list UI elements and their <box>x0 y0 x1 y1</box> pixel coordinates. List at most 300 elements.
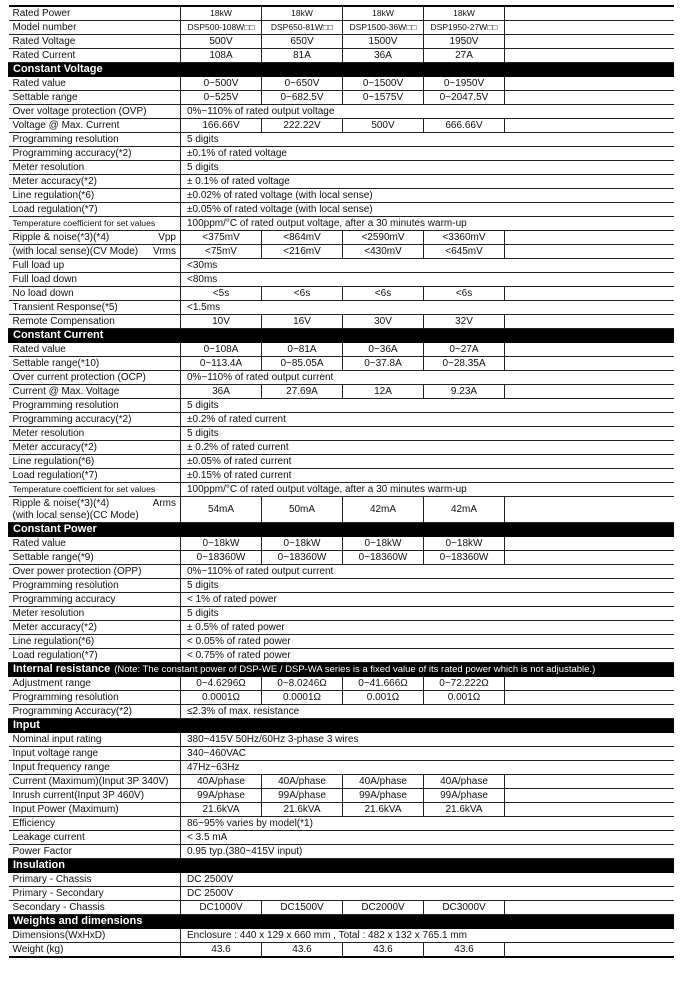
cell-value: 0~37.8A <box>343 357 424 371</box>
cell-value: 86~95% varies by model(*1) <box>181 817 674 831</box>
cell-value: 54mA <box>181 497 262 523</box>
cell-value: 81A <box>262 49 343 63</box>
row-label: Secondary - Chassis <box>9 901 181 915</box>
cell-value: 21.6kVA <box>181 803 262 817</box>
cell-value: 666.66V <box>424 119 505 133</box>
row-label: Meter resolution <box>9 161 181 175</box>
cell-value: ±0.05% of rated voltage (with local sense) <box>181 203 674 217</box>
row-cv-remote-comp <box>9 315 674 329</box>
cell-value: 5 digits <box>181 579 674 593</box>
cell-value: 0%~110% of rated output current <box>181 565 674 579</box>
cell-value: 43.6 <box>424 943 505 958</box>
cell-empty <box>505 315 674 329</box>
cell-empty <box>505 21 674 35</box>
cell-empty <box>505 343 674 357</box>
row-label: Rated Current <box>9 49 181 63</box>
cell-empty <box>505 691 674 705</box>
cell-value: ±0.2% of rated current <box>181 413 674 427</box>
cell-value: <6s <box>424 287 505 301</box>
row-cp-load-regulation <box>9 649 674 663</box>
cell-value: 21.6kVA <box>343 803 424 817</box>
row-cv-prog-accuracy <box>9 147 674 161</box>
row-label: Settable range <box>9 91 181 105</box>
cell-value: 0~72.222Ω <box>424 677 505 691</box>
row-input-leakage <box>9 831 674 845</box>
section-note: (Note: The constant power of DSP-WE / DSP-WA series is a fixed value of its rated power which is not adjustable.) <box>114 664 596 675</box>
row-input-voltage-range <box>9 747 674 761</box>
section-title: Weights and dimensions <box>9 915 674 929</box>
cell-value: 40A/phase <box>343 775 424 789</box>
cell-value: 0%~110% of rated output voltage <box>181 105 674 119</box>
cell-empty <box>505 77 674 91</box>
cell-empty <box>505 231 674 245</box>
cell-value: 0~1950V <box>424 77 505 91</box>
cell-value: 5 digits <box>181 607 674 621</box>
cell-value: 12A <box>343 385 424 399</box>
row-label: Line regulation(*6) <box>9 455 181 469</box>
row-label: Rated value <box>9 343 181 357</box>
cell-value: 43.6 <box>262 943 343 958</box>
cell-value: 43.6 <box>343 943 424 958</box>
cell-value: 18kW <box>181 6 262 21</box>
cell-value: 40A/phase <box>181 775 262 789</box>
cell-value: 0~525V <box>181 91 262 105</box>
cell-value: 0~27A <box>424 343 505 357</box>
section-title-cell <box>9 663 674 677</box>
row-label: Programming resolution <box>9 133 181 147</box>
row-label: Programming accuracy(*2) <box>9 147 181 161</box>
section-header-input <box>9 719 674 733</box>
row-cv-settable-range <box>9 91 674 105</box>
cell-value: Enclosure : 440 x 129 x 660 mm , Total : 482 x 132 x 765.1 mm <box>181 929 674 943</box>
row-cc-meter-resolution <box>9 427 674 441</box>
cell-value: ± 0.2% of rated current <box>181 441 674 455</box>
ripple-label-2: (with local sense)(CV Mode) <box>12 246 139 257</box>
cell-value: <3360mV <box>424 231 505 245</box>
cell-value: < 1% of rated power <box>181 593 674 607</box>
row-label: Programming accuracy(*2) <box>9 413 181 427</box>
cell-value: < 0.05% of rated power <box>181 635 674 649</box>
cell-value: 340~460VAC <box>181 747 674 761</box>
row-weight <box>9 943 674 958</box>
row-input-inrush <box>9 789 674 803</box>
cell-empty <box>505 943 674 958</box>
cell-value: 5 digits <box>181 161 674 175</box>
row-cv-temp-coeff <box>9 217 674 231</box>
cell-value: 99A/phase <box>262 789 343 803</box>
row-label: Programming resolution <box>9 691 181 705</box>
cell-value: 0.95 typ.(380~415V input) <box>181 845 674 859</box>
cell-value: DC 2500V <box>181 887 674 901</box>
cell-value: 9.23A <box>424 385 505 399</box>
row-cv-full-load-down <box>9 273 674 287</box>
cell-value: 42mA <box>424 497 505 523</box>
section-title: Constant Power <box>9 523 674 537</box>
row-label: Input voltage range <box>9 747 181 761</box>
row-label: Over power protection (OPP) <box>9 565 181 579</box>
cell-value: <75mV <box>181 245 262 259</box>
cell-value: 0~18360W <box>181 551 262 565</box>
cell-empty <box>505 901 674 915</box>
cell-value: 40A/phase <box>262 775 343 789</box>
row-cc-current-at-max-voltage <box>9 385 674 399</box>
cell-value: 0~500V <box>181 77 262 91</box>
row-cc-line-regulation <box>9 455 674 469</box>
cell-value: 0.001Ω <box>424 691 505 705</box>
row-cv-rated-value <box>9 77 674 91</box>
cell-value: 18kW <box>424 6 505 21</box>
cell-value: 0~41.666Ω <box>343 677 424 691</box>
cell-value: 0~28.35A <box>424 357 505 371</box>
cell-value: 222.22V <box>262 119 343 133</box>
cell-value: 99A/phase <box>424 789 505 803</box>
cell-value: < 3.5 mA <box>181 831 674 845</box>
cell-value: DSP1950-27W□□ <box>424 21 505 35</box>
cell-empty <box>505 497 674 523</box>
cell-value: 0~113.4A <box>181 357 262 371</box>
section-title: Input <box>9 719 674 733</box>
row-rated-voltage <box>9 35 674 49</box>
section-title: Constant Current <box>9 329 674 343</box>
cell-value: 0~18kW <box>262 537 343 551</box>
cell-value: 0.001Ω <box>343 691 424 705</box>
row-label: Line regulation(*6) <box>9 189 181 203</box>
section-header-constant-current <box>9 329 674 343</box>
cell-value: 10V <box>181 315 262 329</box>
cell-value: 650V <box>262 35 343 49</box>
cell-value: 21.6kVA <box>424 803 505 817</box>
cell-value: 0~18360W <box>343 551 424 565</box>
cell-value: 99A/phase <box>343 789 424 803</box>
row-insulation-secondary-chassis <box>9 901 674 915</box>
cell-value: 0~2047.5V <box>424 91 505 105</box>
section-header-weights-dimensions <box>9 915 674 929</box>
cell-value: 0~18360W <box>424 551 505 565</box>
section-title: Constant Voltage <box>9 63 674 77</box>
row-cc-temp-coeff <box>9 483 674 497</box>
cell-value: <1.5ms <box>181 301 674 315</box>
cell-value: < 0.75% of rated power <box>181 649 674 663</box>
cell-value: <864mV <box>262 231 343 245</box>
row-label <box>9 497 181 523</box>
section-header-constant-power <box>9 523 674 537</box>
cell-value: 43.6 <box>181 943 262 958</box>
row-label: Efficiency <box>9 817 181 831</box>
cell-value: 32V <box>424 315 505 329</box>
cell-value: DC1500V <box>262 901 343 915</box>
row-label: Input frequency range <box>9 761 181 775</box>
cell-empty <box>505 91 674 105</box>
cell-empty <box>505 119 674 133</box>
row-label: No load down <box>9 287 181 301</box>
cell-value: 0~85.05A <box>262 357 343 371</box>
section-header-internal-resistance <box>9 663 674 677</box>
cell-value: 1950V <box>424 35 505 49</box>
cell-value: 0~36A <box>343 343 424 357</box>
row-label: Meter resolution <box>9 607 181 621</box>
cell-value: DSP500-108W□□ <box>181 21 262 35</box>
cell-value: 0~4.6296Ω <box>181 677 262 691</box>
row-cp-prog-accuracy <box>9 593 674 607</box>
row-cv-no-load-down <box>9 287 674 301</box>
row-input-freq-range <box>9 761 674 775</box>
cell-value: <216mV <box>262 245 343 259</box>
row-cv-ripple-vpp <box>9 231 674 245</box>
cell-value: ±0.15% of rated current <box>181 469 674 483</box>
section-header-insulation <box>9 859 674 873</box>
row-cv-ovp <box>9 105 674 119</box>
cell-empty <box>505 35 674 49</box>
row-label: Rated value <box>9 77 181 91</box>
cell-value: 0%~110% of rated output current <box>181 371 674 385</box>
row-cc-ripple <box>9 497 674 523</box>
row-label: Dimensions(WxHxD) <box>9 929 181 943</box>
cell-empty <box>505 789 674 803</box>
row-cc-load-regulation <box>9 469 674 483</box>
cell-value: ±0.05% of rated current <box>181 455 674 469</box>
cell-value: 40A/phase <box>424 775 505 789</box>
row-label: Nominal input rating <box>9 733 181 747</box>
row-label: Load regulation(*7) <box>9 649 181 663</box>
row-cv-transient <box>9 301 674 315</box>
cell-value: DC2000V <box>343 901 424 915</box>
cell-value: ± 0.5% of rated power <box>181 621 674 635</box>
row-cv-meter-accuracy <box>9 175 674 189</box>
cell-value: 0~682.5V <box>262 91 343 105</box>
cell-value: DC3000V <box>424 901 505 915</box>
row-cc-prog-resolution <box>9 399 674 413</box>
row-label: Current @ Max. Voltage <box>9 385 181 399</box>
cell-value: 0~1575V <box>343 91 424 105</box>
cell-value: 0~1500V <box>343 77 424 91</box>
cell-value: 36A <box>181 385 262 399</box>
row-label: Meter accuracy(*2) <box>9 175 181 189</box>
cell-value: 500V <box>343 119 424 133</box>
cell-value: <6s <box>343 287 424 301</box>
row-input-current-max <box>9 775 674 789</box>
row-label: Weight (kg) <box>9 943 181 958</box>
row-label: Full load up <box>9 259 181 273</box>
cell-value: DC 2500V <box>181 873 674 887</box>
cell-value: DSP650-81W□□ <box>262 21 343 35</box>
cell-value: 5 digits <box>181 399 674 413</box>
row-cc-settable-range <box>9 357 674 371</box>
row-cp-prog-resolution <box>9 579 674 593</box>
cell-value: 47Hz~63Hz <box>181 761 674 775</box>
cell-empty <box>505 49 674 63</box>
row-label: Input Power (Maximum) <box>9 803 181 817</box>
cell-empty <box>505 385 674 399</box>
row-dimensions <box>9 929 674 943</box>
row-rated-power <box>9 6 674 21</box>
cell-empty <box>505 677 674 691</box>
row-ir-prog-accuracy <box>9 705 674 719</box>
row-label: Load regulation(*7) <box>9 203 181 217</box>
cell-value: 42mA <box>343 497 424 523</box>
cell-value: 1500V <box>343 35 424 49</box>
cell-value: 5 digits <box>181 133 674 147</box>
cell-value: 5 digits <box>181 427 674 441</box>
row-label: Meter resolution <box>9 427 181 441</box>
cell-value: 0~81A <box>262 343 343 357</box>
cell-value: DC1000V <box>181 901 262 915</box>
cell-value: <645mV <box>424 245 505 259</box>
cell-value: ± 0.1% of rated voltage <box>181 175 674 189</box>
row-label: Settable range(*9) <box>9 551 181 565</box>
row-label: Transient Response(*5) <box>9 301 181 315</box>
cell-value: 0~18360W <box>262 551 343 565</box>
cell-value: ±0.1% of rated voltage <box>181 147 674 161</box>
spec-table <box>8 5 674 958</box>
row-label <box>9 245 181 259</box>
cell-value: 30V <box>343 315 424 329</box>
cell-value: 0~18kW <box>424 537 505 551</box>
cell-value: 0.0001Ω <box>262 691 343 705</box>
cell-value: 27A <box>424 49 505 63</box>
row-cc-ocp <box>9 371 674 385</box>
cell-value: <80ms <box>181 273 674 287</box>
cell-value: 18kW <box>343 6 424 21</box>
row-cp-opp <box>9 565 674 579</box>
cell-value: <430mV <box>343 245 424 259</box>
row-cv-load-regulation <box>9 203 674 217</box>
ripple-label-2: (with local sense)(CC Mode) <box>12 509 139 521</box>
row-label: Voltage @ Max. Current <box>9 119 181 133</box>
row-cv-voltage-at-max-current <box>9 119 674 133</box>
row-cc-meter-accuracy <box>9 441 674 455</box>
cell-value: 100ppm/°C of rated output voltage, after a 30 minutes warm-up <box>181 217 674 231</box>
cell-value: 380~415V 50Hz/60Hz 3-phase 3 wires <box>181 733 674 747</box>
cell-value: 108A <box>181 49 262 63</box>
row-label: Full load down <box>9 273 181 287</box>
cell-value: <30ms <box>181 259 674 273</box>
ripple-sub-vrms: Vrms <box>153 246 176 257</box>
row-label: Remote Compensation <box>9 315 181 329</box>
row-label: Settable range(*10) <box>9 357 181 371</box>
ripple-label: Ripple & noise(*3)(*4) <box>12 232 110 243</box>
row-cp-meter-accuracy <box>9 621 674 635</box>
cell-empty <box>505 6 674 21</box>
row-ir-adjustment-range <box>9 677 674 691</box>
cell-value: 0~8.0246Ω <box>262 677 343 691</box>
row-label: Load regulation(*7) <box>9 469 181 483</box>
row-label: Rated Voltage <box>9 35 181 49</box>
row-label: Over current protection (OCP) <box>9 371 181 385</box>
row-cv-ripple-vrms <box>9 245 674 259</box>
cell-value: <375mV <box>181 231 262 245</box>
row-label: Programming resolution <box>9 579 181 593</box>
cell-value: 21.6kVA <box>262 803 343 817</box>
row-label: Primary - Chassis <box>9 873 181 887</box>
cell-value: 500V <box>181 35 262 49</box>
row-input-efficiency <box>9 817 674 831</box>
row-insulation-primary-chassis <box>9 873 674 887</box>
row-cv-prog-resolution <box>9 133 674 147</box>
cell-empty <box>505 287 674 301</box>
cell-value: 36A <box>343 49 424 63</box>
row-cp-rated-value <box>9 537 674 551</box>
cell-empty <box>505 803 674 817</box>
cell-value: ±0.02% of rated voltage (with local sense) <box>181 189 674 203</box>
cell-value: 27.69A <box>262 385 343 399</box>
cell-empty <box>505 357 674 371</box>
row-label: Power Factor <box>9 845 181 859</box>
ripple-sub-arms: Arms <box>152 497 176 509</box>
row-label: Current (Maximum)(Input 3P 340V) <box>9 775 181 789</box>
cell-value: 50mA <box>262 497 343 523</box>
row-cv-line-regulation <box>9 189 674 203</box>
row-label: Rated Power <box>9 6 181 21</box>
row-cv-full-load-up <box>9 259 674 273</box>
row-label: Over voltage protection (OVP) <box>9 105 181 119</box>
cell-value: <5s <box>181 287 262 301</box>
cell-value: 0~18kW <box>181 537 262 551</box>
cell-value: 0~650V <box>262 77 343 91</box>
cell-value: 166.66V <box>181 119 262 133</box>
row-label: Temperature coefficient for set values <box>9 217 181 231</box>
row-cp-meter-resolution <box>9 607 674 621</box>
row-model-number <box>9 21 674 35</box>
section-title: Insulation <box>9 859 674 873</box>
row-cp-settable-range <box>9 551 674 565</box>
row-label: Temperature coefficient for set values <box>9 483 181 497</box>
cell-value: <6s <box>262 287 343 301</box>
row-label: Inrush current(Input 3P 460V) <box>9 789 181 803</box>
row-label: Adjustment range <box>9 677 181 691</box>
section-header-constant-voltage <box>9 63 674 77</box>
row-label: Meter accuracy(*2) <box>9 621 181 635</box>
spec-sheet <box>8 5 673 958</box>
cell-empty <box>505 775 674 789</box>
cell-value: 16V <box>262 315 343 329</box>
ripple-sub-vpp: Vpp <box>158 232 176 243</box>
cell-value: 0.0001Ω <box>181 691 262 705</box>
row-label: Rated value <box>9 537 181 551</box>
section-title: Internal resistance <box>13 663 111 675</box>
row-input-power-max <box>9 803 674 817</box>
row-label: Programming accuracy <box>9 593 181 607</box>
cell-value: 99A/phase <box>181 789 262 803</box>
row-insulation-primary-secondary <box>9 887 674 901</box>
cell-value: 0~18kW <box>343 537 424 551</box>
row-label: Model number <box>9 21 181 35</box>
row-label <box>9 231 181 245</box>
row-cp-line-regulation <box>9 635 674 649</box>
row-ir-prog-resolution <box>9 691 674 705</box>
row-label: Line regulation(*6) <box>9 635 181 649</box>
cell-value: DSP1500-36W□□ <box>343 21 424 35</box>
cell-empty <box>505 245 674 259</box>
cell-empty <box>505 551 674 565</box>
row-label: Programming resolution <box>9 399 181 413</box>
row-cc-prog-accuracy <box>9 413 674 427</box>
row-cc-rated-value <box>9 343 674 357</box>
row-label: Meter accuracy(*2) <box>9 441 181 455</box>
cell-value: 100ppm/°C of rated output voltage, after a 30 minutes warm-up <box>181 483 674 497</box>
row-input-nominal <box>9 733 674 747</box>
cell-value: ≤2.3% of max. resistance <box>181 705 674 719</box>
ripple-label: Ripple & noise(*3)(*4) <box>12 497 110 509</box>
row-rated-current <box>9 49 674 63</box>
cell-empty <box>505 537 674 551</box>
cell-value: 18kW <box>262 6 343 21</box>
row-label: Leakage current <box>9 831 181 845</box>
cell-value: <2590mV <box>343 231 424 245</box>
cell-value: 0~108A <box>181 343 262 357</box>
row-cv-meter-resolution <box>9 161 674 175</box>
row-input-power-factor <box>9 845 674 859</box>
row-label: Primary - Secondary <box>9 887 181 901</box>
